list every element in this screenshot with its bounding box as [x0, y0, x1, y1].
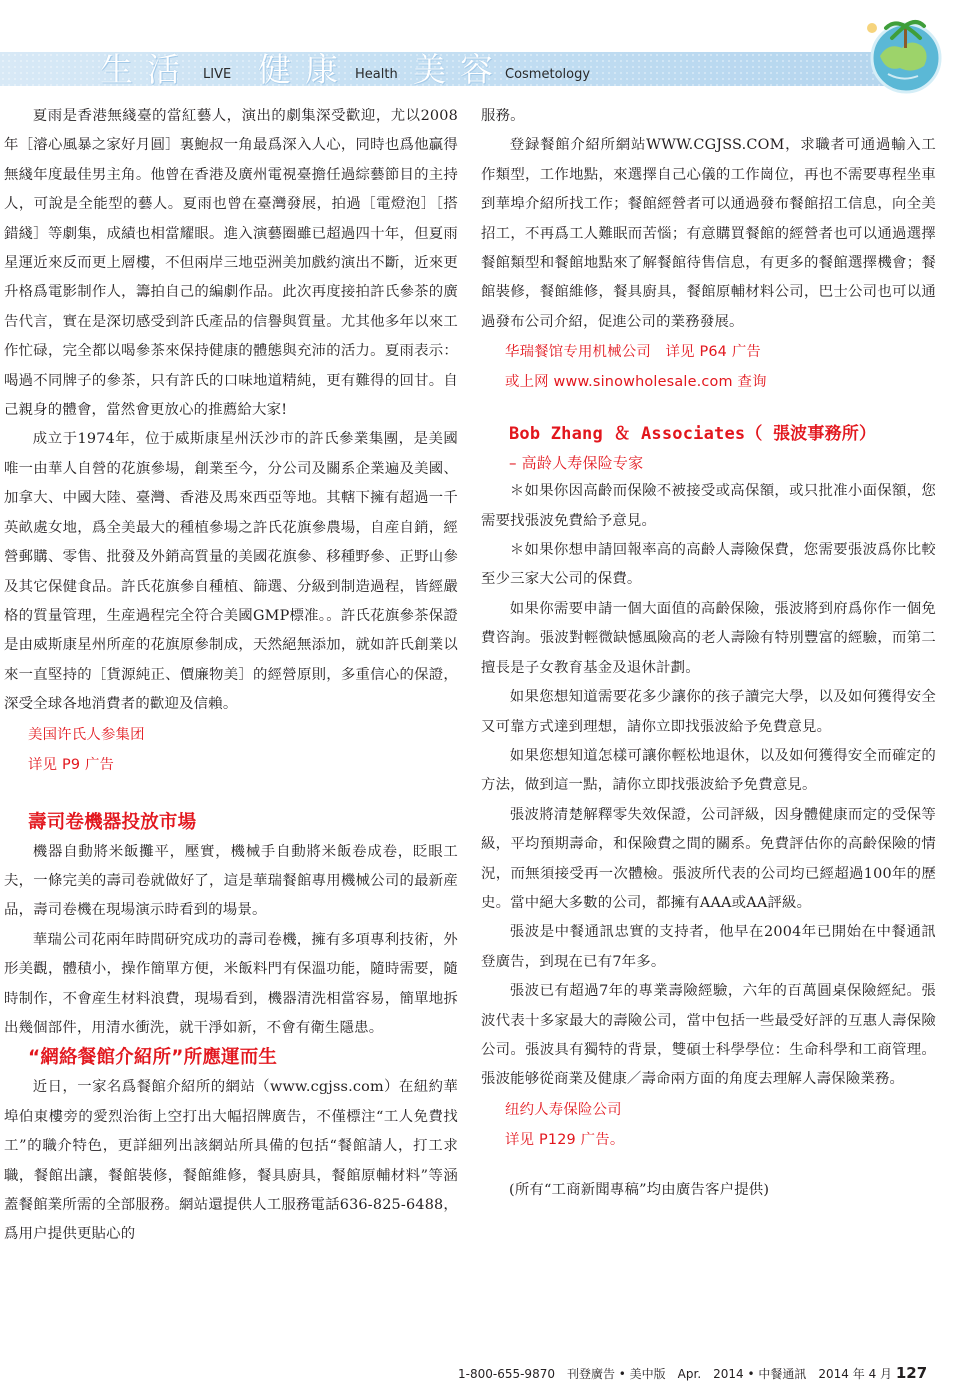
left-column	[4, 102, 458, 1250]
page-footer	[458, 1364, 938, 1382]
bob-para-6: 張波將清楚解釋零失效保證，公司評級，因身體健康而定的受保等級，平均預期壽命，和保險費之間的關系。免費評估你的高齡保險的情況，而無須接受再一次體檢。張波所代表的公司均已經超過100年的歷史。當中絕大多數的公司，都擁有AAA或AA評級。	[481, 806, 936, 911]
footer-info: 1-800-655-9870 刊登廣告 • 美中版 Apr. 2014 • 中餐通訊 2014 年 4 月	[458, 1367, 893, 1381]
subheading-senior-insurance: – 高龄人寿保险专家	[509, 454, 644, 473]
ad-ref-nylife: 纽约人寿保险公司	[505, 1101, 622, 1118]
article-agency-para-1: 近日，一家名爲餐館介紹所的網站（www.cgjss.com）在紐約華埠伯東樓旁的愛烈治街上空打出大幅招牌廣告，不僅標注“工人免費找工”的職介特色，更詳細列出該網站所具備的包括“餐館請人，打工求職，餐館出讓，餐館裝修，餐館維修，餐具廚具，餐館原輔材料”等涵蓋餐館業所需的全部服務。網站還提供人工服務電話636-825-6488，爲用户提供更貼心的	[4, 1079, 458, 1243]
bob-para-4: 如果您想知道需要花多少讓你的孩子讀完大學，以及如何獲得安全又可靠方式達到理想，請你立即找張波給予免費意見。	[481, 689, 936, 735]
article-xiayu-para-2: 成立于1974年，位于威斯康星州沃沙市的許氏參業集團，是美國唯一由華人自營的花旗參場，創業至今，分公司及關系企業遍及美國、加拿大、中國大陸、臺灣、香港及馬來西亞等地。其轄下擁有超過一千英畝處女地，爲全美最大的種植參場之許氏花旗參農場，自産自銷，經營郵購、零售、批發及外銷高質量的美國花旗參、移種野參、正野山參及其它保健食品。許氏花旗參自種植、篩選、分級到制造過程，皆經嚴格的質量管理，生産過程完全符合美國GMP標准。。許氏花旗參茶保證是由威斯康星州所産的花旗原參制成，天然絕無添加，就如許氏創業以來一直堅持的［貨源純正、價廉物美］的經營原則，多重信心的保證，深受全球各地消費者的歡迎及信賴。	[4, 431, 458, 713]
advertorial-note: (所有“工商新聞專稿”均由廣告客户提供)	[509, 1181, 770, 1198]
bob-para-2: ＊如果你想申請回報率高的高齡人壽險保費，您需要張波爲你比較至少三家大公司的保費。	[481, 542, 936, 588]
bob-para-5: 如果您想知道怎樣可讓你輕松地退休，以及如何獲得安全而確定的方法，做到這一點，請你立即找張波給予免費意見。	[481, 747, 936, 794]
header-word-life-en: LIVE	[203, 67, 232, 82]
bob-para-1: ＊如果你因高齡而保險不被接受或高保額，或只批准小面保額，您需要找張波免費給予意見。	[481, 483, 936, 529]
article-sushi-para-2: 華瑞公司花兩年時間研究成功的壽司卷機，擁有多項專利技術，外形美觀，體積小，操作簡單方便，米飯料門有保溫功能，隨時需要，隨時制作，不會産生材料浪費，現場看到，機器清洗相當容易，簡單地拆出幾個部件，用清水衝洗，就干淨如新，不會有衛生隱患。	[4, 931, 458, 1036]
article-sushi-para-1: 機器自動將米飯攤平，壓實，機械手自動將米飯卷成卷，眨眼工夫，一條完美的壽司卷就做好了，這是華瑞餐館專用機械公司的最新産品，壽司卷機在現場演示時看到的場景。	[4, 843, 458, 919]
ad-ref-page: 详见 P9 广告	[28, 756, 115, 773]
header-word-beauty: 美容	[413, 50, 507, 89]
article-xiayu-para-1: 夏雨是香港無綫臺的當紅藝人，演出的劇集深受歡迎，尤以2008年［濬心風暴之家好月圓］裏鮑叔一角最爲深入人心，同時也爲他贏得無綫年度最佳男主角。他曾在香港及廣州電視臺擔任過綜藝節目的主持人，可說是全能型的藝人。夏雨也曾在臺灣發展，拍過［電燈泡］［搭錯綫］等劇集，成績也相當耀眼。進入演藝圈雖已超過四十年，但夏雨星運近來反而更上層樓，不但兩岸三地亞洲美加戲約演出不斷，近來更升格爲電影制作人，籌拍自己的編劇作品。此次再度接拍許氏參茶的廣告代言，實在是深切感受到許氏產品的信譽與質量。尤其他多年以來工作忙碌，完全都以喝參茶來保持健康的體態與充沛的活力。夏雨表示：喝過不同牌子的參茶，只有許氏的口味地道精純，更有難得的回甘。自己親身的體會，當然會更放心的推薦給大家!	[4, 108, 458, 419]
heading-sushi-machine: 壽司卷機器投放市場	[28, 811, 197, 833]
page-number: 127	[895, 1364, 928, 1382]
globe-logo-icon	[858, 8, 950, 100]
ad-ref-huarui: 华瑞餐馆专用机械公司 详见 P64 广告	[505, 344, 761, 361]
header-word-health-en: Health	[355, 67, 398, 82]
heading-bob-zhang: Bob Zhang ＆ Associates（ 張波事務所）	[509, 424, 877, 445]
header-word-life: 生活	[100, 50, 194, 89]
heading-restaurant-agency: “網絡餐館介紹所”所應運而生	[28, 1047, 278, 1069]
bob-para-7: 張波是中餐通訊忠實的支持者，他早在2004年已開始在中餐通訊登廣告，到現在已有7年多。	[481, 924, 936, 970]
ad-ref-company: 美国许氏人参集团	[28, 726, 145, 743]
header-word-beauty-en: Cosmetology	[505, 67, 591, 82]
bob-para-8: 張波已有超過7年的專業壽險經驗，六年的百萬圓桌保險經紀。張波代表十多家最大的壽險公司，當中包括一些最受好評的互惠人壽保險公司。張波具有獨特的背景，雙碩士科學學位：生命科學和工商管理。張波能够從商業及健康／壽命兩方面的角度去理解人壽保險業務。	[481, 983, 936, 1088]
ad-ref-nylife-page: 详见 P129 广告。	[505, 1131, 625, 1148]
article-agency-continued: 服務。	[481, 108, 525, 124]
article-agency-para-2: 登録餐館介紹所網站WWW.CGJSS.COM，求職者可通過輸入工作類型，工作地點，來選擇自己心儀的工作崗位，再也不需要專程坐車到華埠介紹所找工作；餐館經營者可以通過發布餐館招工信息，向全美招工，不再爲工人難眠而苦惱；有意購買餐館的經營者也可以通過選擇餐館類型和餐館地點來了解餐館待售信息，有更多的餐館選擇機會；餐館裝修，餐館維修，餐具廚具，餐館原輔材料公司，巴士公司也可以通過發布公司介紹，促進公司的業務發展。	[481, 137, 936, 330]
bob-para-3: 如果你需要申請一個大面值的高齡保險，張波將到府爲你作一個免費咨詢。張波對輕微缺憾風險高的老人壽險有特別豐富的經驗，而第二擅長是子女教育基金及退休計劃。	[481, 600, 936, 676]
ad-ref-website: 或上网 www.sinowholesale.com 查询	[505, 374, 767, 391]
right-column	[481, 102, 936, 1205]
header-word-health: 健康	[258, 50, 352, 89]
